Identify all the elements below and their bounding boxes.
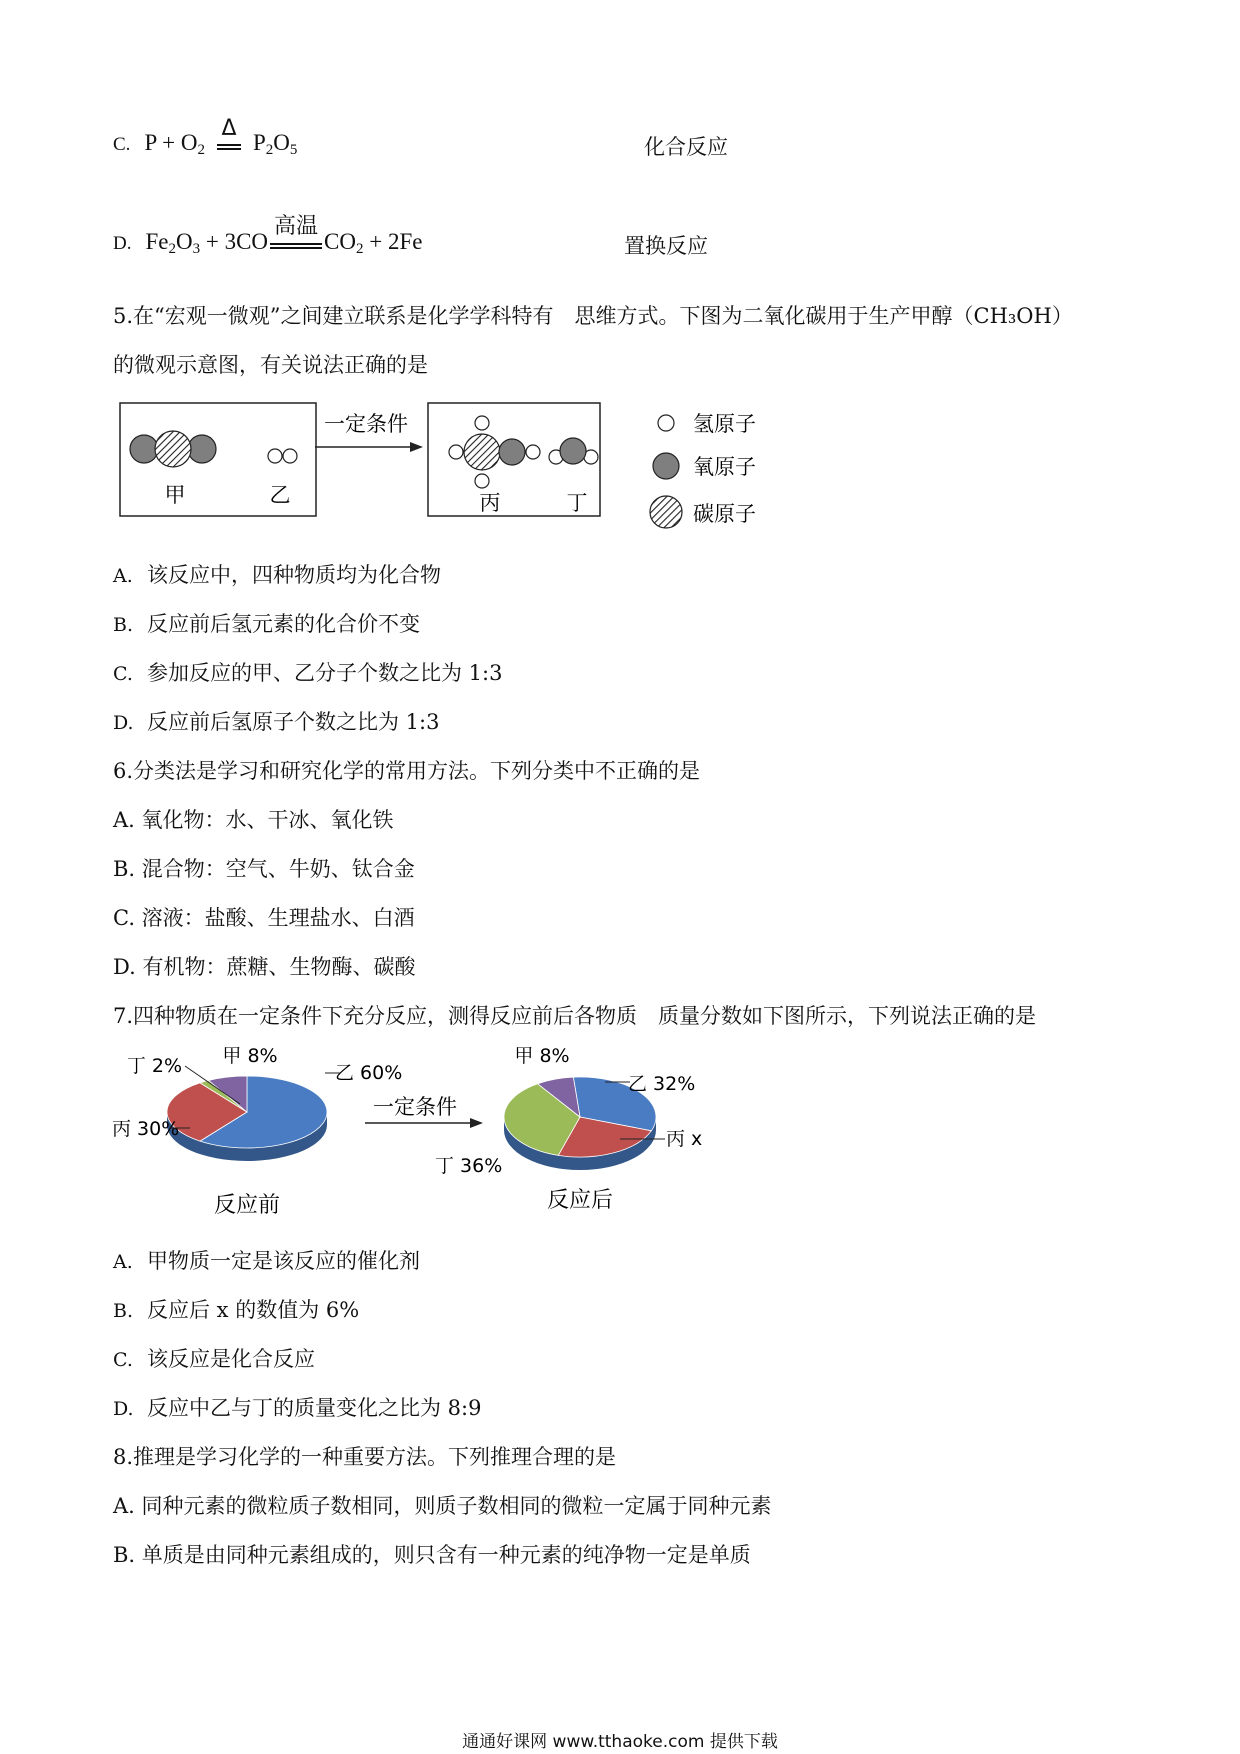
- q5-option-b: B. 反应前后氢元素的化合价不变: [113, 612, 420, 636]
- pie-before-label-jia: 甲 8%: [222, 1045, 278, 1067]
- legend-oxygen-icon: [653, 453, 679, 479]
- q7-stem: 7.四种物质在一定条件下充分反应，测得反应前后各物质 质量分数如下图所示，下列说法正确的是: [113, 1004, 1037, 1028]
- pie-arrow-label: 一定条件: [373, 1095, 457, 1119]
- q5-molecule-diagram: [110, 395, 810, 545]
- q7-option-c: C. 该反应是化合反应: [113, 1347, 315, 1371]
- q5-stem-line1: 5.在“宏观一微观”之间建立联系是化学学科特有 思维方式。下图为二氧化碳用于生产甲醇（CH₃OH）: [113, 304, 1073, 328]
- legend-hydrogen-icon: [658, 415, 674, 431]
- pie-before-label-yi: 乙 60%: [335, 1062, 403, 1084]
- legend-carbon-icon: [650, 496, 682, 528]
- page-footer: 通通好课网 www.tthaoke.com 提供下载: [462, 1732, 778, 1752]
- pie-arrow-head: [470, 1118, 483, 1128]
- q4-option-c-condition: Δ: [221, 116, 237, 141]
- yi-label: 乙: [269, 483, 291, 507]
- q7-option-d: D. 反应中乙与丁的质量变化之比为 8:9: [113, 1396, 482, 1420]
- pie-before-label-bing: 丙 30%: [112, 1118, 180, 1140]
- oxygen-atom: [560, 438, 586, 464]
- hydrogen-atom: [475, 474, 489, 488]
- q5-option-c: C. 参加反应的甲、乙分子个数之比为 1:3: [113, 661, 503, 685]
- q8-option-a: A. 同种元素的微粒质子数相同，则质子数相同的微粒一定属于同种元素: [113, 1494, 772, 1518]
- reaction-arrow-head: [410, 442, 423, 452]
- pie-after-label-yi: 乙 32%: [628, 1073, 696, 1095]
- hydrogen-atom: [268, 449, 282, 463]
- pie-before-title: 反应前: [213, 1193, 281, 1218]
- pie-after-label-jia: 甲 8%: [514, 1045, 570, 1067]
- q4-option-d-type: 置换反应: [624, 234, 708, 258]
- q6-option-c: C. 溶液：盐酸、生理盐水、白酒: [113, 906, 415, 930]
- carbon-atom: [155, 431, 191, 467]
- arrow-condition-label: 一定条件: [324, 412, 408, 436]
- q7-option-a: A. 甲物质一定是该反应的催化剂: [113, 1249, 420, 1273]
- legend-oxygen-label: 氧原子: [693, 455, 756, 479]
- q4-option-c-type: 化合反应: [644, 135, 728, 159]
- bing-label: 丙: [479, 491, 501, 515]
- q4-option-d-equation: D. $Fe_2O_3 + 3CO$ 高温 $CO_2 + 2Fe$: [113, 229, 422, 258]
- q5-option-d: D. 反应前后氢原子个数之比为 1:3: [113, 710, 440, 734]
- jia-label: 甲: [164, 483, 186, 507]
- pie-after-title: 反应后: [546, 1188, 614, 1213]
- q6-option-b: B. 混合物：空气、牛奶、钛合金: [113, 857, 415, 881]
- hydrogen-atom: [475, 416, 489, 430]
- q6-option-a: A. 氧化物：水、干冰、氧化铁: [113, 808, 394, 832]
- pie-after-label-bing: 丙 x: [666, 1128, 703, 1150]
- q5-stem-line2: 的微观示意图，有关说法正确的是: [113, 353, 428, 377]
- hydrogen-atom: [526, 445, 540, 459]
- pie-before-label-ding: 丁 2%: [126, 1055, 182, 1077]
- q7-option-b: B. 反应后 x 的数值为 6%: [113, 1298, 360, 1322]
- hydrogen-atom: [449, 445, 463, 459]
- ding-label: 丁: [566, 491, 588, 515]
- q5-option-a: A. 该反应中，四种物质均为化合物: [113, 563, 441, 587]
- legend-carbon-label: 碳原子: [693, 502, 756, 526]
- q7-pie-charts: [110, 1042, 750, 1232]
- oxygen-atom: [499, 439, 525, 465]
- q4-option-d-condition: 高温: [274, 214, 319, 239]
- q8-option-b: B. 单质是由同种元素组成的，则只含有一种元素的纯净物一定是单质: [113, 1543, 751, 1567]
- q4-option-c-label: C.: [113, 134, 131, 155]
- carbon-atom: [464, 434, 500, 470]
- legend-hydrogen-label: 氢原子: [693, 412, 756, 436]
- q6-stem: 6.分类法是学习和研究化学的常用方法。下列分类中不正确的是: [113, 759, 701, 783]
- q4-option-d-label: D.: [113, 233, 132, 254]
- oxygen-atom: [130, 435, 158, 463]
- q8-stem: 8.推理是学习化学的一种重要方法。下列推理合理的是: [113, 1445, 617, 1469]
- hydrogen-atom: [283, 449, 297, 463]
- q4-option-c-equation: C. $P + O_2$ Δ $P_2O_5$: [113, 116, 298, 158]
- q6-option-d: D. 有机物：蔗糖、生物酶、碳酸: [113, 955, 416, 979]
- pie-after-label-ding: 丁 36%: [435, 1155, 503, 1177]
- oxygen-atom: [188, 435, 216, 463]
- pie-before: [167, 1076, 327, 1161]
